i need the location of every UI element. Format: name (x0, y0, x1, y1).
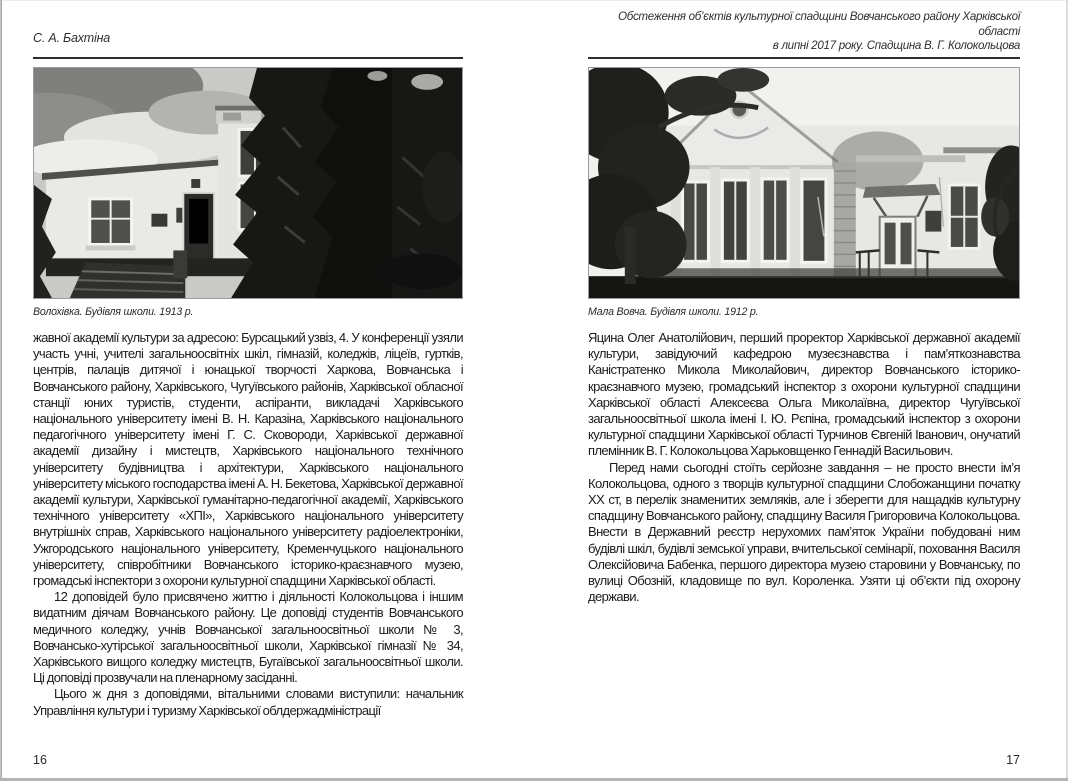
page-number-17: 17 (1006, 753, 1020, 767)
ground-shadow-shape (589, 276, 1019, 298)
photo-figure-mala-vovcha (588, 67, 1020, 318)
article-running-head-line2: в липні 2017 року. Спадщина В. Г. Колокольцова (772, 39, 1020, 53)
photo-caption-mala-vovcha: Мала Вовча. Будівля школи. 1912 р. (588, 306, 759, 318)
author-running-head: С. А. Бахтіна (33, 31, 111, 45)
page-17-header (588, 0, 1020, 59)
paragraph: 12 доповідей було присвячено життю і діяльності Колокольцова і іншим видатним діячам Вовчанського району. Це доповіді студентів Вовчанського медичного коледжу, учнів Вовчанської загальноосвітньої школи № 3, Вовчансько-хутірської загальноосвітньої школи, Харківської гімназії № 34, Харківського вищого коледжу мистецтв, Бугаївської загальноосвітньої школи. Ці доповіді прозвучали на пленарному засіданні. (33, 589, 463, 686)
paragraph: жавної академії культури за адресою: Бурсацький узвіз, 4. У конференції узяли участь учні, учителі загальноосвітніх шкіл, гімназій, коледжів, ліцеїв, гуртків, центрів, палаців дитячої і юнацької творчості Харкова, Вовчанська і Вовчанського району, Харківського, Чугуївського районів, Харківської обласної станції юних туристів, студенти, аспіранти, викладачі Харківського національного університету імені В. Н. Каразіна, Харківського національного педагогічного університету імені Г. С. Сковороди, Харківської державної академії дизайну і мистецтв, Харківського національного технічного університету будівництва і архітектури, Харківського національного університету міського господарства імені А. Н. Бекетова, Харківської державної академії культури, Харківської гуманітарно-педагогічної академії, Харківського технічного університету «ХПІ», Харківського національного університету внутрішніх справ, Харківського національного університету радіоелектроніки, Ужгородського національного університету, Кременчуцького національного університету, співробітники Вовчанського історико-краєзнавчого музею, громадські інспектори з охорони культурної спадщини Харківської області. (33, 330, 463, 589)
body-text-left (33, 330, 463, 719)
paragraph: Яцина Олег Анатолійович, перший проректор Харківської державної академії культури, завідуючий кафедрою музеєзнавства і пам’яткознавства Каністратенко Микола Миколайович, директор Вовчанського історико-краєзнавчого музею, громадський інспектор з охорони культурної спадщини Харківської області Алексеєва Ольга Миколаївна, директор Чугуївської загальноосвітньої школа імені І. Ю. Рєпіна, громадський інспектор з охорони культурної спадщини Харківської області Турчинов Євгеній Іванович, онучатий племінник В. Г. Колокольцова Харьковщенко Геннадій Васильович. (588, 330, 1020, 459)
article-running-head (588, 10, 1020, 54)
photo-caption-volokhivka: Волохівка. Будівля школи. 1913 р. (33, 306, 194, 318)
body-text-right (588, 330, 1020, 605)
page-number-16: 16 (33, 753, 47, 767)
scan-edge-left (0, 0, 2, 781)
fir-trees-shape (231, 68, 462, 298)
volokhivka-photo-illustration (34, 68, 462, 298)
photo-figure-volokhivka (33, 67, 463, 318)
page-16 (33, 0, 463, 781)
page-17 (588, 0, 1020, 781)
page-16-header (33, 0, 463, 59)
mala-vovcha-photo-illustration (589, 68, 1019, 298)
article-running-head-line1: Обстеження об’єктів культурної спадщини Вовчанського району Харківської області (618, 10, 1020, 38)
paragraph: Цього ж дня з доповідями, вітальними словами виступили: начальник Управління культури і туризму Харківської облдержадміністрації (33, 686, 463, 718)
volokhivka-school-photo (33, 67, 463, 299)
paragraph: Перед нами сьогодні стоїть серйозне завдання – не просто внести ім’я Колокольцова, одного з творців культурної спадщини Слобожанщини початку ХХ ст, в перелік знаменитих земляків, але і зберегти для нащадків культурну спадщину Вовчанського району, спадщину Василя Григоровича Колокольцова. Внести в Державний реєстр нерухомих пам’яток України побудовані ним будівлі шкіл, будівлі земської управи, вчительської семінарії, поховання Василя Олексійовича Бабенка, першого директора музею старовини у Вовчанську, по вулиці Обозній, кладовище по вул. Короленка. Узяти ці об’єкти під охорону держави. (588, 459, 1020, 605)
mala-vovcha-school-photo (588, 67, 1020, 299)
